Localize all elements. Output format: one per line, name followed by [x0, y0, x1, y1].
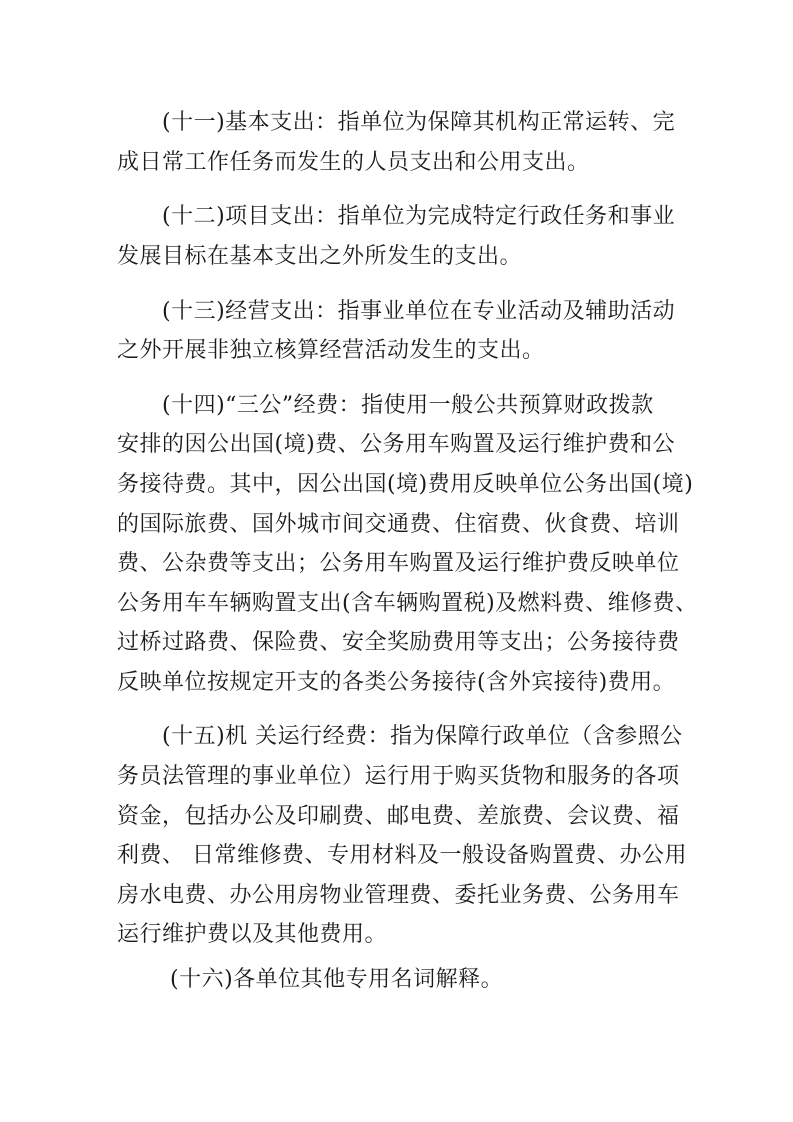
paragraph-14-line-2: 安排的因公出国(境)费、公务用车购置及运行维护费和公 — [117, 432, 676, 457]
paragraph-15-line-2: 务员法管理的事业单位）运行用于购买货物和服务的各项 — [117, 764, 680, 789]
paragraph-13-line-2: 之外开展非独立核算经营活动发生的支出。 — [117, 338, 545, 363]
paragraph-14-line-4: 的国际旅费、国外城市间交通费、住宿费、伙食费、培训 — [117, 512, 680, 537]
paragraph-15-line-3: 资金，包括办公及印刷费、邮电费、差旅费、会议费、福 — [117, 804, 680, 829]
paragraph-12-line-2: 发展目标在基本支出之外所发生的支出。 — [117, 244, 523, 269]
paragraph-14-line-3: 务接待费。其中，因公出国(境)费用反映单位公务出国(境) — [117, 472, 694, 497]
paragraph-14-line-6: 公务用车车辆购置支出(含车辆购置税)及燃料费、维修费、 — [117, 591, 698, 616]
paragraph-12-line-1: (十二)项目支出：指单位为完成特定行政任务和事业 — [162, 204, 676, 229]
paragraph-14-line-8: 反映单位按规定开支的各类公务接待(含外宾接待)费用。 — [117, 670, 676, 695]
paragraph-15-line-6: 运行维护费以及其他费用。 — [117, 922, 388, 947]
paragraph-15-line-5: 房水电费、办公用房物业管理费、委托业务费、公务用车 — [117, 883, 680, 908]
paragraph-14-line-1: (十四)“三公”经费：指使用一般公共预算财政拨款 — [162, 393, 654, 418]
paragraph-16-line-1: (十六)各单位其他专用名词解释。 — [170, 967, 504, 992]
paragraph-14-line-5: 费、公杂费等支出；公务用车购置及运行维护费反映单位 — [117, 551, 680, 576]
paragraph-11-line-1: (十一)基本支出：指单位为保障其机构正常运转、完 — [162, 110, 676, 135]
paragraph-15-line-4: 利费、 日常维修费、专用材料及一般设备购置费、办公用 — [117, 843, 687, 868]
paragraph-11-line-2: 成日常工作任务而发生的人员支出和公用支出。 — [117, 150, 590, 175]
paragraph-14-line-7: 过桥过路费、保险费、安全奖励费用等支出；公务接待费 — [117, 630, 680, 655]
paragraph-13-line-1: (十三)经营支出：指事业单位在专业活动及辅助活动 — [162, 299, 676, 324]
paragraph-15-line-1: (十五)机 关运行经费：指为保障行政单位（含参照公 — [162, 724, 683, 749]
